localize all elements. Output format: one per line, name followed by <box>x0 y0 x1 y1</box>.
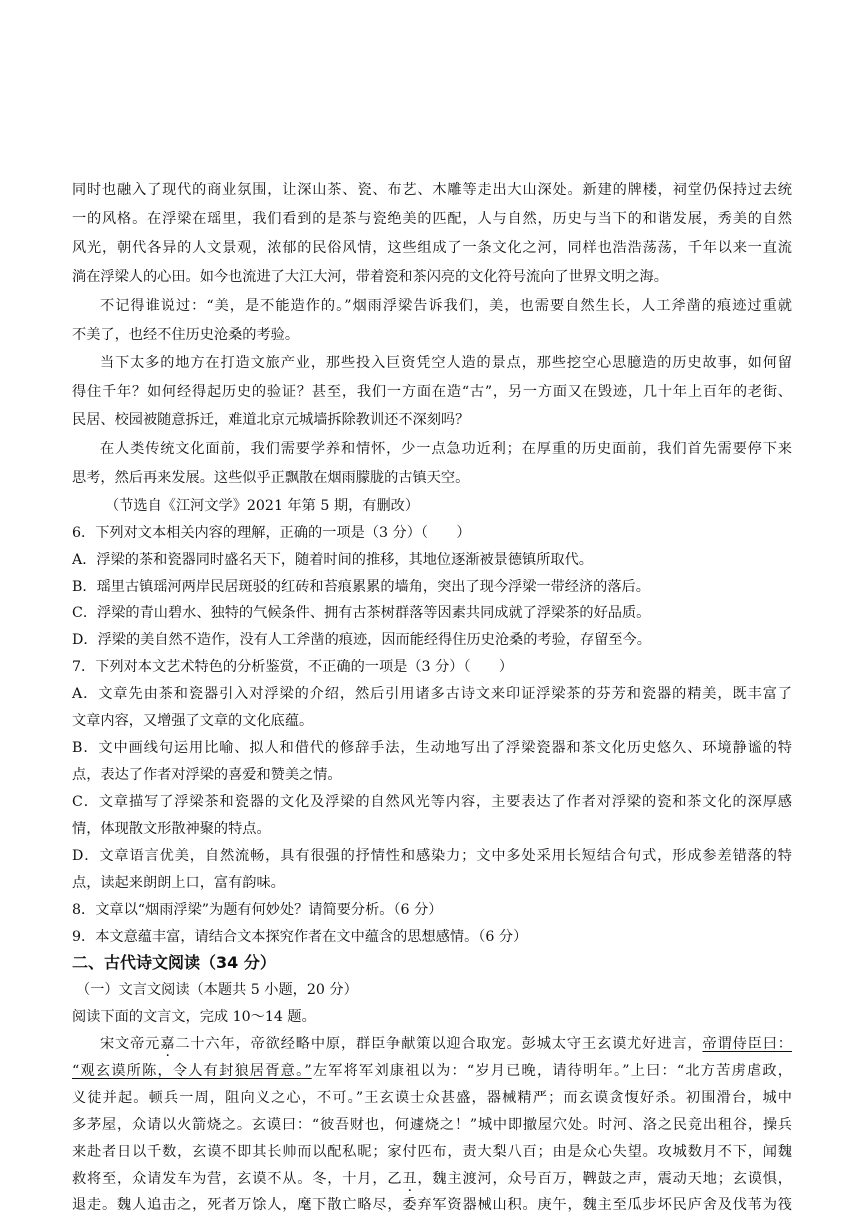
essay-text-line: 在人类传统文化面前，我们需要学养和情怀，少一点急功近利；在厚重的历史面前，我们首先需要停下来 <box>100 441 792 457</box>
essay-text-line: 得住千年？如何经得起历史的验证？甚至，我们一方面在造“古”，另一方面又在毁迹，几十年上百年的老街、 <box>72 384 792 400</box>
essay-text-line: 当下太多的地方在打造文旅产业，那些投入巨资凭空人造的景点，那些挖空心思臆造的历史故事，如何留 <box>100 355 792 371</box>
essay-text-line: 思考，然后再来发展。这些似乎正飘散在烟雨朦胧的古镇天空。 <box>72 470 470 486</box>
question-7-option-b: B．文中画线句运用比喻、拟人和借代的修辞手法，生动地写出了浮梁瓷器和茶文化历史悠久、环境静谧的特 <box>72 740 792 756</box>
classical-text-line: 救将至，众请发车为营，玄谟不从。冬，十月，乙丑，魏主渡河，众号百万，鞞鼓之声，震动天地；玄谟惧， <box>72 1171 792 1187</box>
essay-text-line: 民居、校园被随意拆迁，难道北京元城墙拆除教训还不深刻吗？ <box>72 412 470 428</box>
essay-text-line: 淌在浮梁人的心田。如今也流进了大江大河，带着瓷和茶闪亮的文化符号流向了世界文明之海。 <box>72 269 668 285</box>
question-7-option-d-cont: 点，读起来朗朗上口，富有韵味。 <box>72 875 285 891</box>
emphasis-dot-char: 嘉 <box>160 1036 176 1052</box>
essay-text-line: 风光，朝代各异的人文景观，浓郁的民俗风情，这些组成了一条文化之河，同样也浩浩荡荡，千年以来一直流 <box>72 240 792 256</box>
question-7-option-c-cont: 情，体现散文形散神聚的特点。 <box>72 821 271 837</box>
essay-text-line: 一的风格。在浮梁在瑶里，我们看到的是茶与瓷绝美的匹配，人与自然，历史与当下的和谐发展，秀美的自然 <box>72 211 792 227</box>
question-7-option-a: A．文章先由茶和瓷器引入对浮梁的介绍，然后引用诸多古诗文来印证浮梁茶的芬芳和瓷器的精美，既丰富了 <box>72 686 792 702</box>
classical-text-line: 退走。魏人追击之，死者万馀人，麾下散亡略尽，委弃军资器械山积。庚午，魏主至瓜步坏民庐舍及伐苇为筏 <box>72 1197 792 1213</box>
essay-text-line: 同时也融入了现代的商业氛围，让深山茶、瓷、布艺、木雕等走出大山深处。新建的牌楼，祠堂仍保持过去统 <box>72 182 792 198</box>
classical-text-line: 宋文帝元嘉二十六年，帝欲经略中原，群臣争献策以迎合取宠。彭城太守王玄谟尤好进言，帝谓侍臣曰： <box>100 1036 792 1052</box>
question-6-option-a: A．浮梁的茶和瓷器同时盛名天下，随着时间的推移，其地位逐渐被景德镇所取代。 <box>72 552 593 568</box>
question-6-option-b: B．瑶里古镇瑶河两岸民居斑驳的红砖和苔痕累累的墙角，突出了现今浮梁一带经济的落后。 <box>72 579 650 595</box>
subsection-heading: （一）文言文阅读（本题共 5 小题，20 分） <box>76 982 358 998</box>
question-8: 8．文章以“烟雨浮梁”为题有何妙处？请简要分析。（6 分） <box>72 902 443 918</box>
classical-text-line: 义徒并起。顿兵一周，阻向义之心，不可。”王玄谟士众甚盛，器械精严；而玄谟贪愎好杀。初围滑台，城中 <box>72 1090 792 1106</box>
question-7-option-d: D．文章语言优美，自然流畅，具有很强的抒情性和感染力；文中多处采用长短结合句式，形成参差错落的特 <box>72 848 792 864</box>
underlined-sentence: “观玄谟所陈，令人有封狼居胥意。” <box>72 1063 312 1079</box>
question-7-option-b-cont: 点，表达了作者对浮梁的喜爱和赞美之情。 <box>72 767 342 783</box>
question-7-option-c: C．文章描写了浮梁茶和瓷器的文化及浮梁的自然风光等内容，主要表达了作者对浮梁的瓷和茶文化的深厚感 <box>72 794 792 810</box>
question-6: 6．下列对文本相关内容的理解，正确的一项是（3 分）（ ） <box>72 525 471 541</box>
question-7-option-a-cont: 文章内容，又增强了文章的文化底蕴。 <box>72 713 314 729</box>
question-7: 7．下列对本文艺术特色的分析鉴赏，不正确的一项是（3 分）（ ） <box>72 659 514 675</box>
classical-text-line: 来赴者日以千数，玄谟不即其长帅而以配私昵；家付匹布，责大梨八百；由是众心失望。攻城数月不下，闻魏 <box>72 1144 792 1160</box>
question-9: 9．本文意蕴丰富，请结合文本探究作者在文中蕴含的思想感情。（6 分） <box>72 929 528 945</box>
essay-text-line: 不记得谁说过：“美，是不能造作的。”烟雨浮梁告诉我们，美，也需要自然生长，人工斧凿的痕迹过重就 <box>100 298 792 314</box>
classical-text-line: 多茅屋，众请以火箭烧之。玄谟曰：“彼吾财也，何遽烧之！”城中即撤屋穴处。时河、洛之民竞出租谷，操兵 <box>72 1117 792 1133</box>
question-6-option-d: D．浮梁的美自然不造作，没有人工斧凿的痕迹，因而能经得住历史沧桑的考验，存留至今。 <box>72 632 651 648</box>
underlined-sentence: 帝谓侍臣曰： <box>702 1036 792 1052</box>
classical-text-line: “观玄谟所陈，令人有封狼居胥意。”左军将军刘康祖以为：“岁月已晚，请待明年。”上曰：“北方苦虏虐政， <box>72 1063 792 1079</box>
section-heading: 二、古代诗文阅读（34 分） <box>72 953 276 972</box>
question-6-option-c: C．浮梁的青山碧水、独特的气候条件、拥有古茶树群落等因素共同成就了浮梁茶的好品质。 <box>72 605 651 621</box>
essay-text-line: 不美了，也经不住历史沧桑的考验。 <box>72 327 300 343</box>
emphasis-dot-char: 丑 <box>402 1171 418 1187</box>
reading-instruction: 阅读下面的文言文，完成 10～14 题。 <box>72 1009 316 1025</box>
source-citation: （节选自《江河文学》2021 年第 5 期，有删改） <box>105 498 420 514</box>
